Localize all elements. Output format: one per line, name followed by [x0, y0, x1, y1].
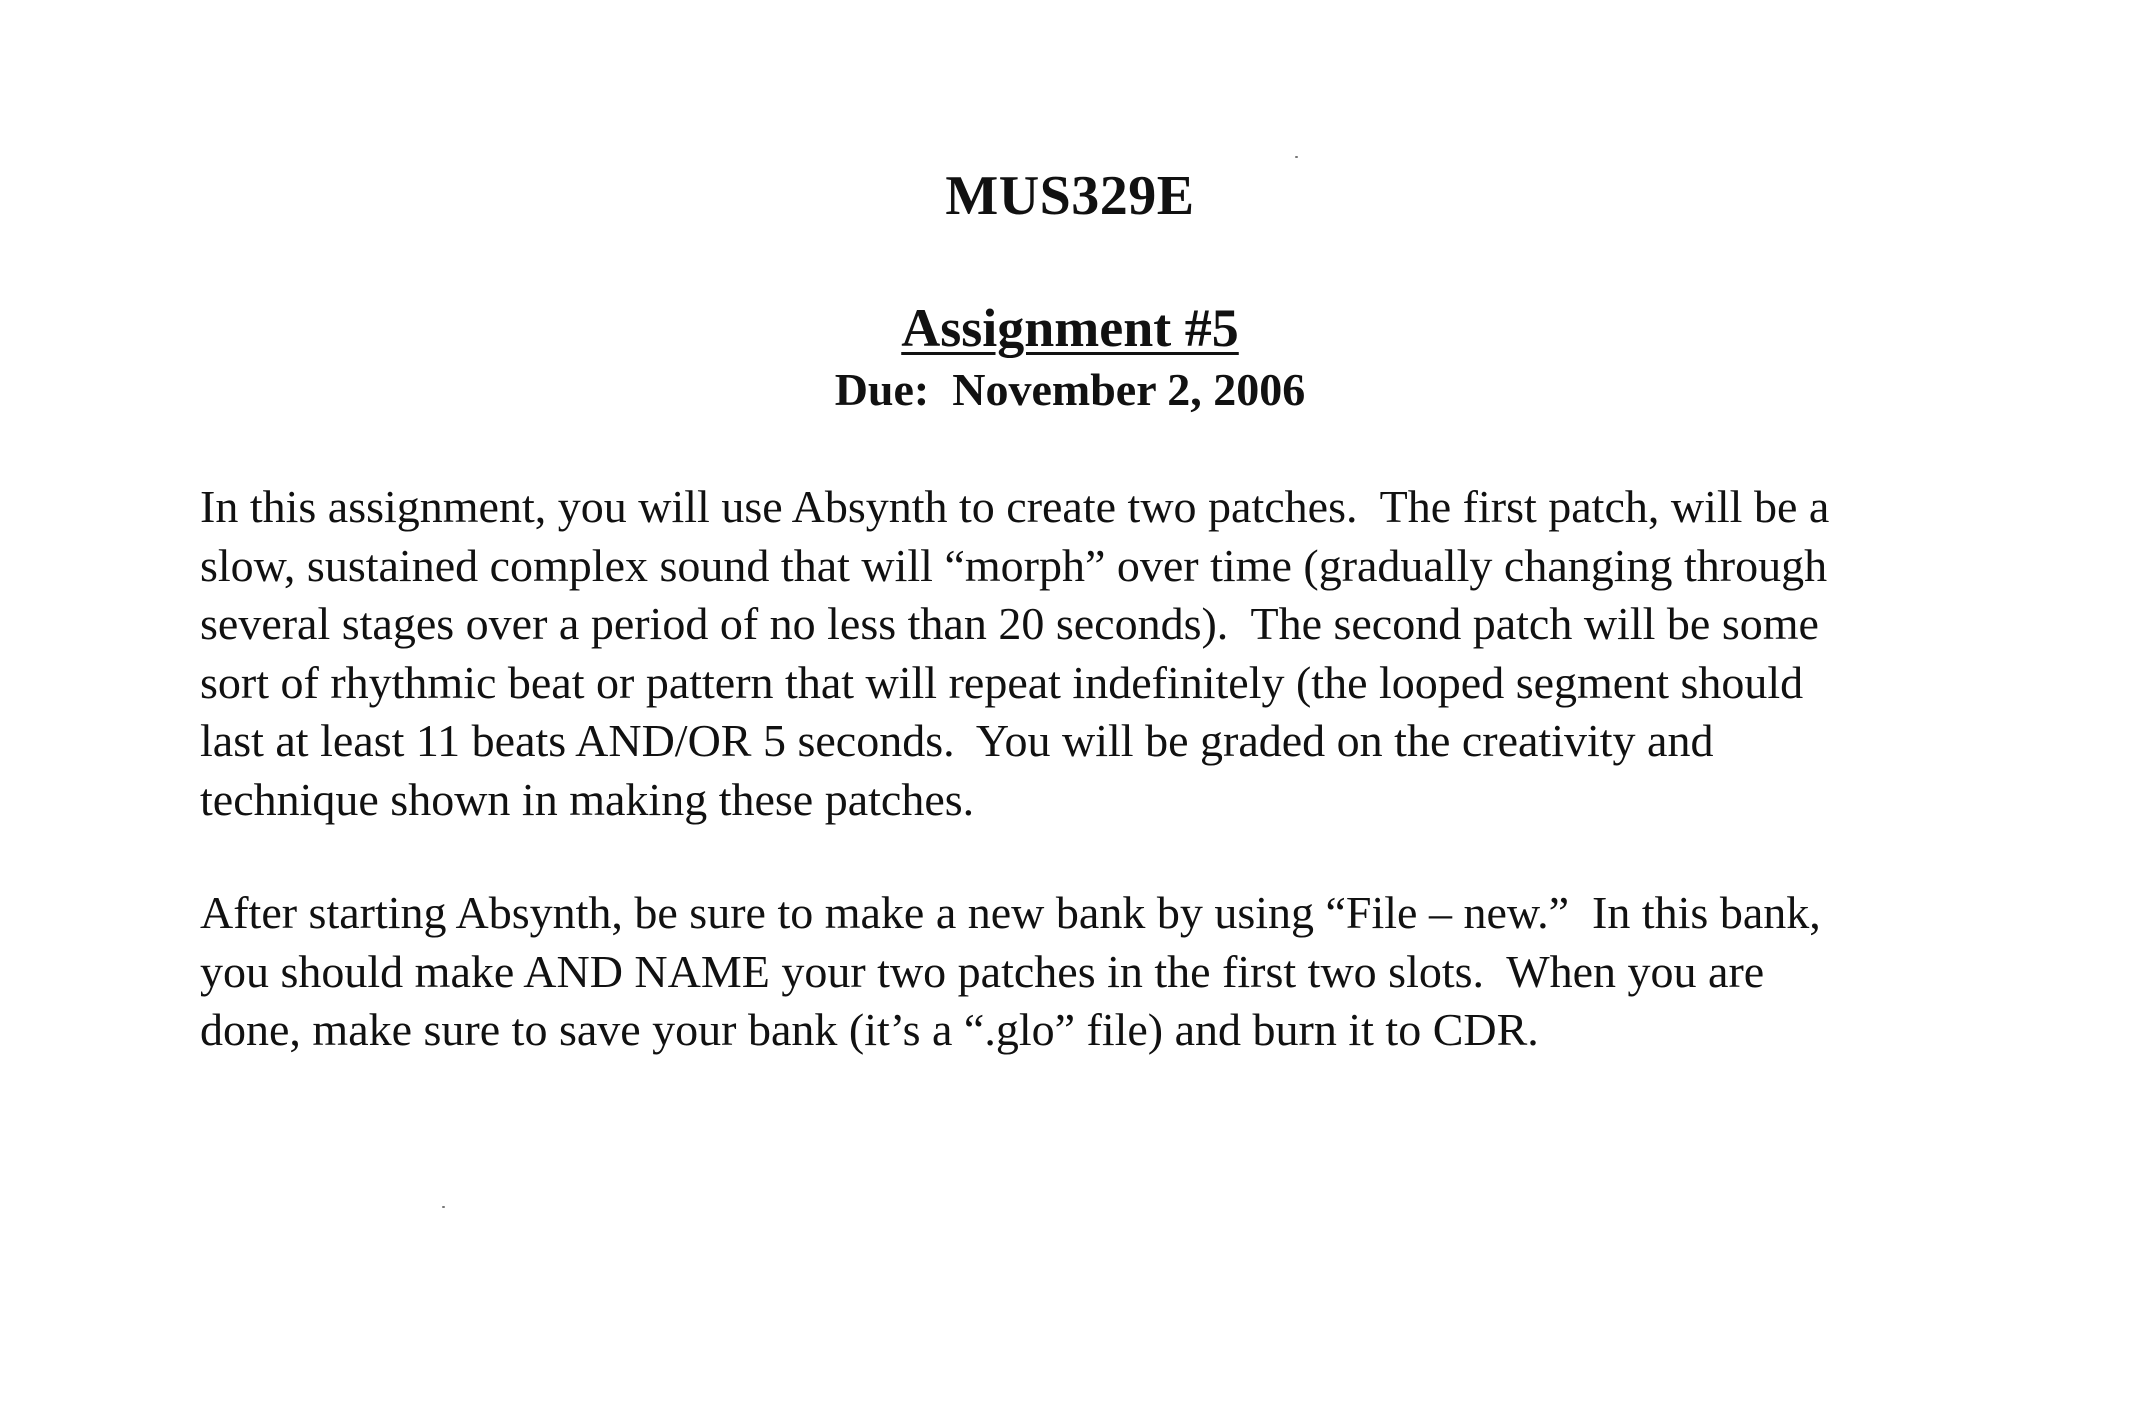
paragraph-line: slow, sustained complex sound that will “morph” over time (gradually changing through — [200, 539, 1828, 591]
paragraph-line: sort of rhythmic beat or pattern that will repeat indefinitely (the looped segment should — [200, 656, 1804, 708]
paragraph-line: last at least 11 beats AND/OR 5 seconds. You will be graded on the creativity and — [200, 715, 1714, 766]
paragraph-line: In this assignment, you will use Absynth to create two patches. The first patch, will be a — [200, 481, 1830, 532]
paragraph-line: done, make sure to save your bank (it’s a “.glo” file) and burn it to CDR. — [200, 1004, 1539, 1055]
assignment-title-text: Assignment #5 — [901, 298, 1239, 358]
paragraph-line: technique shown in making these patches. — [200, 773, 975, 825]
paragraph-line: several stages over a period of no less than 20 seconds). The second patch will be some — [200, 598, 1819, 649]
assignment-title — [0, 296, 2140, 360]
course-code-heading: MUS329E — [945, 165, 1195, 227]
paragraph-instructions — [200, 478, 2000, 829]
scan-speck — [1295, 156, 1298, 158]
paragraph-line: After starting Absynth, be sure to make a new bank by using “File – new.” In this bank, — [200, 887, 1821, 938]
paragraph-line: you should make AND NAME your two patches in the first two slots. When you are — [200, 945, 1765, 997]
due-date: Due: November 2, 2006 — [834, 364, 1306, 415]
scan-speck — [442, 1206, 445, 1208]
paragraph-submission — [200, 884, 2000, 1060]
